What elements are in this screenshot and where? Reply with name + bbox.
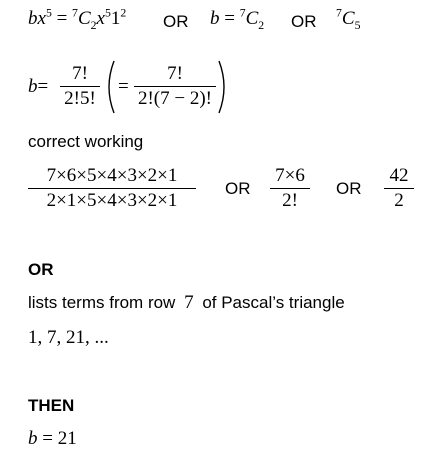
or-label: OR: [163, 12, 189, 31]
fraction-expanded-product: 7×6×5×4×3×2×1 2×1×5×4×3×2×1: [28, 165, 196, 212]
final-answer: b = 21: [28, 428, 77, 449]
correct-working-label: correct working: [28, 132, 144, 151]
pascal-description: lists terms from row 7 of Pascal’s triangle: [28, 292, 345, 313]
or-label: OR: [336, 179, 362, 198]
expression-7c5: $^7C_5$: [336, 6, 361, 32]
fraction-42-over-2: 42 2: [384, 165, 414, 212]
or-label: OR: [291, 12, 317, 31]
right-paren-icon: [216, 59, 230, 115]
equals-sign: =: [118, 76, 129, 97]
b-equals-label: b=: [28, 76, 49, 97]
expression-b-equals-c: $b = ^7C_2$: [210, 6, 265, 32]
pascal-terms: 1, 7, 21, ...: [28, 327, 109, 348]
expression-row-1: $bx^5 = ^7C_2x^51^2$: [28, 6, 127, 32]
then-heading: THEN: [28, 396, 75, 415]
fraction-7-over-2-factorial-7-minus-2: 7! 2!(7 − 2)!: [134, 63, 216, 110]
pascal-row-number: 7: [184, 292, 194, 313]
fraction-7-over-2-5: 7! 2!5!: [60, 63, 100, 110]
fraction-7x6-over-2: 7×6 2!: [270, 165, 310, 212]
or-label: OR: [225, 179, 251, 198]
or-heading: OR: [28, 260, 54, 279]
left-paren-icon: [103, 59, 117, 115]
